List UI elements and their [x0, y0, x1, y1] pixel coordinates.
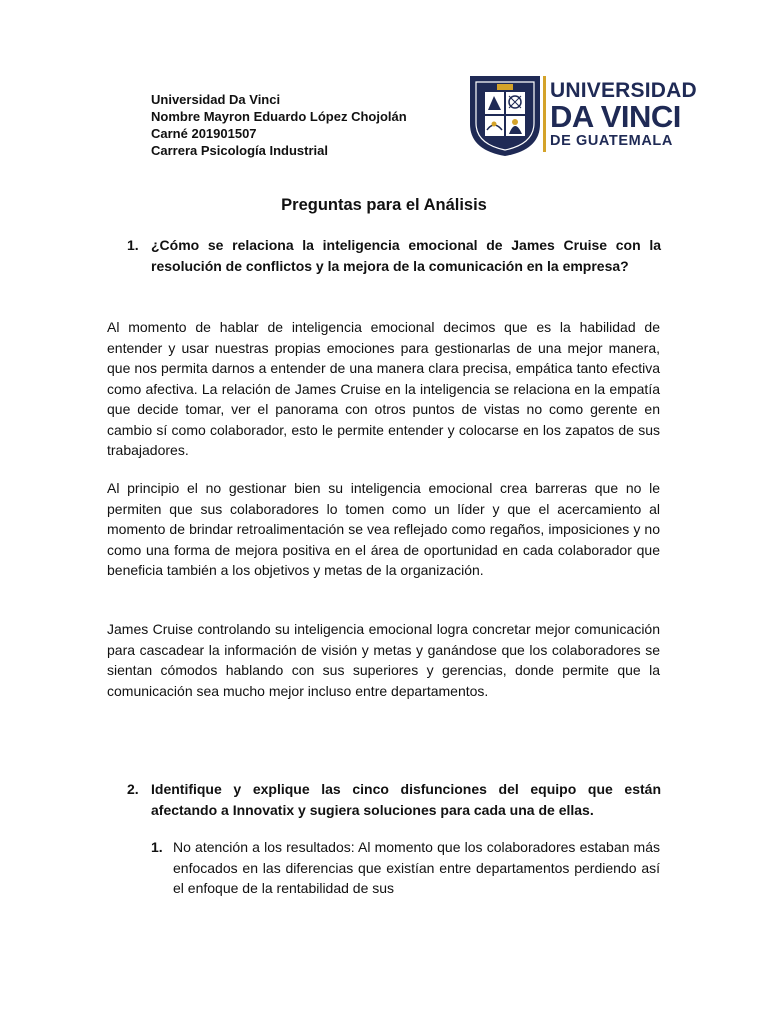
student-name-line: Nombre Mayron Eduardo López Chojolán	[151, 109, 407, 124]
question-text: ¿Cómo se relaciona la inteligencia emocional de James Cruise con la resolución de conflictos y la mejora de la comunicación en la empresa?	[151, 237, 661, 274]
student-info	[151, 91, 407, 159]
logo-divider	[543, 76, 546, 152]
question-number: 2.	[127, 781, 139, 797]
sub-item-text: No atención a los resultados: Al momento que los colaboradores estaban más enfocados en las diferencias que existían entre departamentos perdiendo así el enfoque de la rentabilidad de sus	[173, 839, 660, 896]
university-line: Universidad Da Vinci	[151, 92, 281, 107]
question-1	[127, 235, 661, 277]
logo-line-1: UNIVERSIDAD	[550, 79, 697, 102]
page-title: Preguntas para el Análisis	[281, 196, 487, 214]
sub-item-1	[151, 837, 660, 899]
carne-line: Carné 201901507	[151, 126, 257, 141]
sub-item-number: 1.	[151, 839, 163, 855]
question-number: 1.	[127, 237, 139, 253]
question-2	[127, 779, 661, 821]
paragraph-3: James Cruise controlando su inteligencia emocional logra concretar mejor comunicación para cascadear la información de visión y metas y ganándose que los colaboradores se sientan cómodos hablando con sus superiores y gerencias, donde permite que la comunicación sea mucho mejor incluso entre departamentos.	[107, 621, 660, 699]
carrera-line: Carrera Psicología Industrial	[151, 143, 329, 158]
question-text: Identifique y explique las cinco disfunciones del equipo que están afectando a Innovatix y sugiera soluciones para cada una de ellas.	[151, 781, 661, 818]
university-logo-wordmark	[550, 80, 697, 150]
paragraph-1: Al momento de hablar de inteligencia emocional decimos que es la habilidad de entender y usar nuestras propias emociones para gestionarlas de una mejor manera, que nos permita darnos a entender de una manera clara precisa, empática tanto efectiva como afectiva. La relación de James Cruise en la inteligencia se relaciona en la empatía que decide tomar, ver el panorama con otros puntos de vistas no como gerente en cambio sí como colaborador, esto le permite entender y colocarse en los zapatos de sus trabajadores.	[107, 319, 660, 458]
logo-line-3: DE GUATEMALA	[550, 133, 673, 149]
paragraph-2: Al principio el no gestionar bien su inteligencia emocional crea barreras que no le permiten que sus colaboradores lo tomen como un líder y que el acercamiento al momento de brindar retroalimentación se vea reflejado como regaños, imposiciones y no como una forma de mejora positiva en el área de oportunidad en cada colaborador que beneficia también a los objetivos y metas de la organización.	[107, 480, 660, 578]
logo-line-2: DA VINCI	[550, 99, 681, 134]
